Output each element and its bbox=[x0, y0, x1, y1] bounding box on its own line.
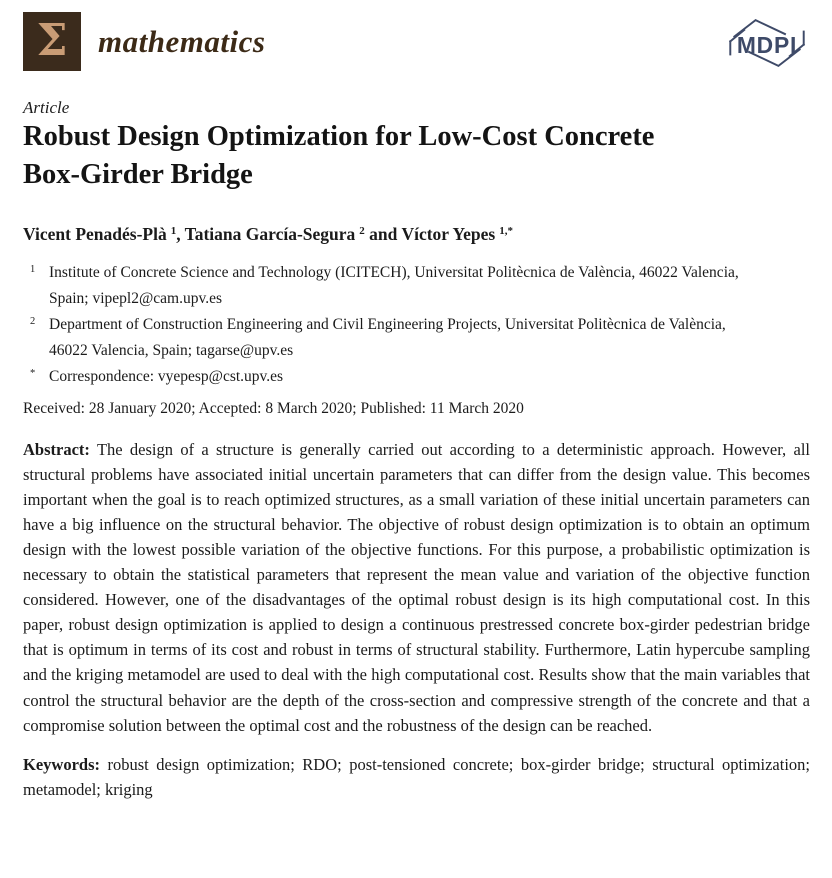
mdpi-hexagon-icon bbox=[724, 12, 810, 74]
journal-logo bbox=[23, 12, 265, 71]
keywords-text: robust design optimization; RDO; post-tensioned concrete; box-girder bridge; structural optimization; metamodel; kriging bbox=[23, 754, 811, 799]
author-separator: , bbox=[176, 224, 185, 245]
dates-line: Received: 28 January 2020; Accepted: 8 March 2020; Published: 11 March 2020 bbox=[23, 400, 524, 418]
masthead bbox=[23, 12, 810, 72]
keywords-paragraph bbox=[23, 752, 810, 802]
article-title bbox=[23, 118, 810, 193]
authors-line bbox=[23, 223, 810, 246]
title-line-1: Robust Design Optimization for Low-Cost Concrete bbox=[23, 121, 655, 153]
affiliation-text: Correspondence: vyepesp@cst.upv.es bbox=[49, 368, 284, 386]
affiliations-list bbox=[23, 260, 810, 390]
sigma-icon: Σ bbox=[36, 14, 68, 66]
author-affil-sup: 1 bbox=[170, 224, 177, 237]
affiliation-row bbox=[23, 364, 810, 390]
sigma-logo-box bbox=[23, 12, 81, 71]
affiliation-marker: 2 bbox=[30, 316, 36, 328]
abstract-label: Abstract: bbox=[23, 439, 90, 459]
author-affil-sup: 2 bbox=[359, 224, 365, 237]
author-name: Víctor Yepes bbox=[401, 224, 496, 245]
author-name: Tatiana García-Segura bbox=[184, 224, 356, 245]
mdpi-wordmark: MDPI bbox=[736, 31, 798, 58]
affiliation-text: Institute of Concrete Science and Technology (ICITECH), Universitat Politècnica de València, 46022 Valencia, Spain; vipepl2@cam.upv.es bbox=[49, 264, 739, 308]
affiliation-marker: 1 bbox=[30, 264, 36, 276]
mdpi-logo bbox=[724, 12, 810, 74]
author-affil-sup: 1,* bbox=[499, 224, 513, 237]
abstract-paragraph bbox=[23, 437, 810, 738]
affiliation-marker: * bbox=[30, 368, 36, 380]
author-name: Vicent Penadés-Plà bbox=[23, 224, 167, 245]
title-line-2: Box-Girder Bridge bbox=[23, 158, 253, 190]
author-separator: and bbox=[364, 224, 402, 245]
journal-name: mathematics bbox=[98, 23, 266, 59]
affiliation-text: Department of Construction Engineering and Civil Engineering Projects, Universitat Politècnica de València, 46022 Valencia, Spain; tagarse@upv.es bbox=[49, 316, 726, 360]
affiliation-row bbox=[23, 312, 810, 364]
abstract-text: The design of a structure is generally carried out according to a deterministic approach. However, all structural problems have associated initial uncertain parameters that can differ from the design value. This becomes important when the goal is to reach optimized structures, as a small variation of these initial uncertain parameters can have a big influence on the structural behavior. The objective of robust design optimization is to obtain an optimum design with the lowest possible variation of the objective functions. For this purpose, a probabilistic optimization is necessary to obtain the statistical parameters that represent the mean value and variation of the objective function considered. However, one of the disadvantages of the optimal robust design is its high computational cost. In this paper, robust design optimization is applied to design a continuous prestressed concrete box-girder pedestrian bridge that is optimum in terms of its cost and robust in terms of structural stability. Furthermore, Latin hypercube sampling and the kriging metamodel are used to deal with the high computational cost. Results show that the main variables that control the structural behavior are the depth of the cross-section and compressive strength of the concrete and that a compromise solution between the optimal cost and the robustness of the design can be reached. bbox=[23, 439, 810, 735]
keywords-label: Keywords: bbox=[23, 754, 100, 774]
affiliation-row bbox=[23, 260, 810, 312]
article-type-label: Article bbox=[23, 98, 70, 117]
